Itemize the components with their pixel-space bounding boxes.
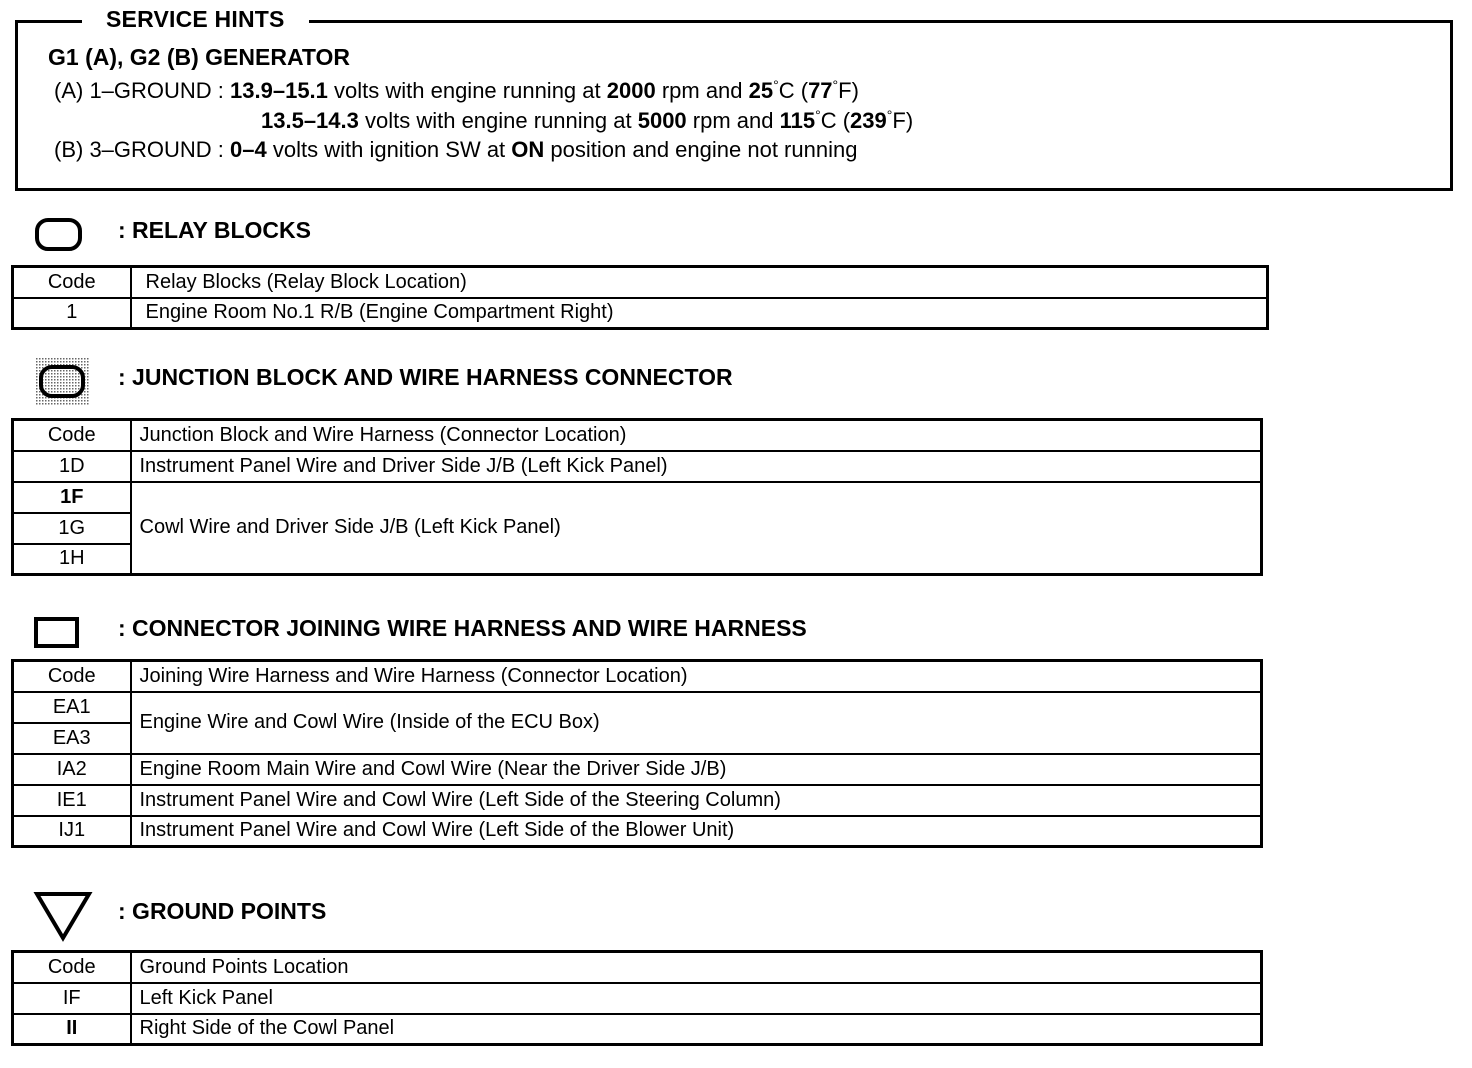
- junction-block-title: : JUNCTION BLOCK AND WIRE HARNESS CONNECTOR: [118, 364, 733, 390]
- table-row: [13, 692, 1262, 723]
- hint-text: position and engine not running: [544, 137, 858, 162]
- row-desc: Instrument Panel Wire and Driver Side J/B (Left Kick Panel): [131, 451, 1262, 482]
- temp-f: 77: [808, 78, 833, 103]
- row-code: 1: [13, 298, 131, 329]
- rect-icon: [33, 615, 81, 651]
- header-code: Code: [13, 267, 131, 298]
- table-header-row: [13, 267, 1268, 298]
- voltage-range: 0–4: [230, 137, 267, 162]
- junction-block-table: [11, 418, 1263, 576]
- row-code: IJ1: [13, 816, 131, 847]
- row-code: IF: [13, 983, 131, 1014]
- row-desc: Cowl Wire and Driver Side J/B (Left Kick Panel): [131, 482, 1262, 575]
- row-code: EA1: [13, 692, 131, 723]
- hint-text: volts with engine running at: [358, 108, 638, 133]
- row-desc: Engine Room Main Wire and Cowl Wire (Near the Driver Side J/B): [131, 754, 1262, 785]
- table-row: [13, 1014, 1262, 1045]
- voltage-range: 13.9–15.1: [230, 78, 328, 103]
- temp-c: 25: [748, 78, 774, 103]
- relay-blocks-table: [11, 265, 1269, 330]
- degree-sign: °: [773, 77, 779, 93]
- hint-prefix: (A) 1–GROUND :: [54, 78, 231, 103]
- table-header-row: [13, 952, 1262, 983]
- hint-text: C (: [778, 78, 809, 103]
- hint-text: F): [838, 78, 859, 103]
- row-desc: Engine Room No.1 R/B (Engine Compartment Right): [131, 298, 1268, 329]
- hint-text: rpm and: [686, 108, 780, 133]
- degree-sign: °: [815, 107, 821, 123]
- table-header-row: [13, 661, 1262, 692]
- row-code: IA2: [13, 754, 131, 785]
- row-code: EA3: [13, 723, 131, 754]
- hint-text: F): [892, 108, 914, 133]
- table-row: [13, 754, 1262, 785]
- degree-sign: °: [886, 107, 893, 123]
- row-desc: Instrument Panel Wire and Cowl Wire (Left Side of the Blower Unit): [131, 816, 1262, 847]
- hint-line-b: [54, 137, 857, 163]
- rounded-rect-icon: [34, 216, 84, 254]
- hint-text: C (: [820, 108, 851, 133]
- ground-points-title: : GROUND POINTS: [118, 898, 327, 924]
- table-header-row: [13, 420, 1262, 451]
- connector-joining-table: [11, 659, 1263, 848]
- temp-f: 239: [850, 108, 887, 133]
- row-desc: Instrument Panel Wire and Cowl Wire (Left Side of the Steering Column): [131, 785, 1262, 816]
- table-row: [13, 482, 1262, 513]
- row-code: 1H: [13, 544, 131, 575]
- generator-heading: G1 (A), G2 (B) GENERATOR: [48, 44, 350, 70]
- header-code: Code: [13, 952, 131, 983]
- table-row: [13, 785, 1262, 816]
- hint-text: rpm and: [655, 78, 749, 103]
- table-row: [13, 816, 1262, 847]
- header-desc: Joining Wire Harness and Wire Harness (Connector Location): [131, 661, 1262, 692]
- row-code: IE1: [13, 785, 131, 816]
- hint-line-a2: [261, 107, 913, 134]
- hint-text: volts with ignition SW at: [266, 137, 512, 162]
- hint-line-a1: [54, 77, 859, 104]
- table-row: [13, 983, 1262, 1014]
- row-code: 1G: [13, 513, 131, 544]
- header-code: Code: [13, 661, 131, 692]
- switch-position: ON: [511, 137, 545, 162]
- degree-sign: °: [832, 77, 839, 93]
- header-desc: Ground Points Location: [131, 952, 1262, 983]
- rpm-value: 5000: [637, 108, 687, 133]
- row-code: 1D: [13, 451, 131, 482]
- header-desc: Junction Block and Wire Harness (Connector Location): [131, 420, 1262, 451]
- row-desc: Engine Wire and Cowl Wire (Inside of the ECU Box): [131, 692, 1262, 754]
- row-desc: Right Side of the Cowl Panel: [131, 1014, 1262, 1045]
- relay-blocks-title: : RELAY BLOCKS: [118, 217, 311, 243]
- row-desc: Left Kick Panel: [131, 983, 1262, 1014]
- hint-prefix: (B) 3–GROUND :: [54, 137, 231, 162]
- header-desc: Relay Blocks (Relay Block Location): [131, 267, 1268, 298]
- table-row: [13, 451, 1262, 482]
- row-code: II: [13, 1014, 131, 1045]
- connector-joining-title: : CONNECTOR JOINING WIRE HARNESS AND WIRE HARNESS: [118, 615, 807, 641]
- table-row: [13, 298, 1268, 329]
- hint-text: volts with engine running at: [327, 78, 607, 103]
- rpm-value: 2000: [606, 78, 656, 103]
- triangle-down-icon: [33, 890, 93, 944]
- shaded-rounded-rect-icon: [36, 358, 90, 406]
- service-hints-title: SERVICE HINTS: [82, 6, 309, 33]
- temp-c: 115: [779, 108, 816, 133]
- header-code: Code: [13, 420, 131, 451]
- row-code: 1F: [13, 482, 131, 513]
- ground-points-table: [11, 950, 1263, 1046]
- voltage-range: 13.5–14.3: [261, 108, 359, 133]
